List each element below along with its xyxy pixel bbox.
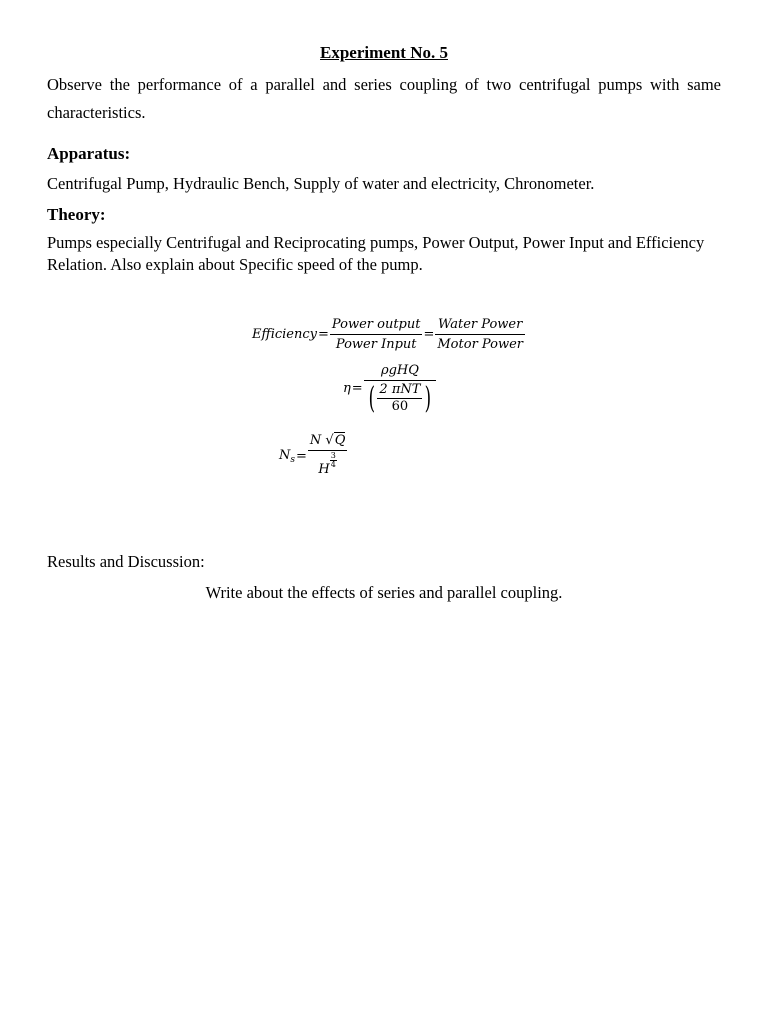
equals-sign: = <box>318 327 329 342</box>
eta-inner-numerator: 2 πNT <box>379 382 421 397</box>
ns-lhs <box>279 448 295 465</box>
eta-denominator <box>364 381 436 415</box>
ns-subscript: s <box>290 455 295 465</box>
power-output-numerator: Power output <box>330 316 423 335</box>
eta-lhs: η <box>343 381 351 396</box>
theory-heading: Theory: <box>47 205 106 224</box>
specific-speed-denominator <box>308 451 347 481</box>
sqrt-sign: √ <box>325 433 334 448</box>
power-ratio-fraction <box>330 316 423 353</box>
equals-sign: = <box>423 327 435 342</box>
left-paren: ( <box>368 380 375 416</box>
eta-equation <box>343 362 436 415</box>
efficiency-lhs: Efficiency <box>252 327 317 342</box>
exponent-fraction <box>330 452 337 469</box>
results-heading: Results and Discussion: <box>47 552 205 571</box>
apparatus-text: Centrifugal Pump, Hydraulic Bench, Supply of water and electricity, Chronometer. <box>47 174 595 193</box>
theory-text: Pumps especially Centrifugal and Reciprocating pumps, Power Output, Power Input and Efficiency Relation. Also explain about Specific speed of the pump. <box>47 233 705 274</box>
motor-power-denominator: Motor Power <box>437 337 523 352</box>
eta-inner-denominator: 60 <box>391 399 409 414</box>
exponent-numerator: 3 <box>330 451 336 460</box>
head-symbol: H <box>318 462 330 477</box>
equals-sign: = <box>351 381 363 396</box>
eta-numerator: ρgHQ <box>364 362 436 381</box>
specific-speed-numerator <box>308 432 347 451</box>
objective-text: Observe the performance of a parallel and series coupling of two centrifugal pumps with same characteristics. <box>47 75 721 122</box>
specific-speed-equation <box>279 432 347 481</box>
speed-symbol: N <box>309 433 322 448</box>
efficiency-equation <box>252 316 525 353</box>
results-text: Write about the effects of series and parallel coupling. <box>205 583 563 602</box>
exponent-denominator: 4 <box>330 460 336 469</box>
right-paren: ) <box>425 380 432 416</box>
power-input-denominator: Power Input <box>335 337 417 352</box>
water-motor-ratio-fraction <box>435 316 525 353</box>
water-power-numerator: Water Power <box>435 316 525 335</box>
eta-inner-fraction <box>377 382 422 415</box>
specific-speed-fraction <box>308 432 347 481</box>
ns-symbol: N <box>279 448 291 463</box>
sqrt-radicand: Q <box>334 433 346 448</box>
eta-fraction <box>364 362 436 415</box>
page-title: Experiment No. 5 <box>320 43 448 62</box>
equals-sign: = <box>296 449 307 464</box>
apparatus-heading: Apparatus: <box>47 144 131 163</box>
